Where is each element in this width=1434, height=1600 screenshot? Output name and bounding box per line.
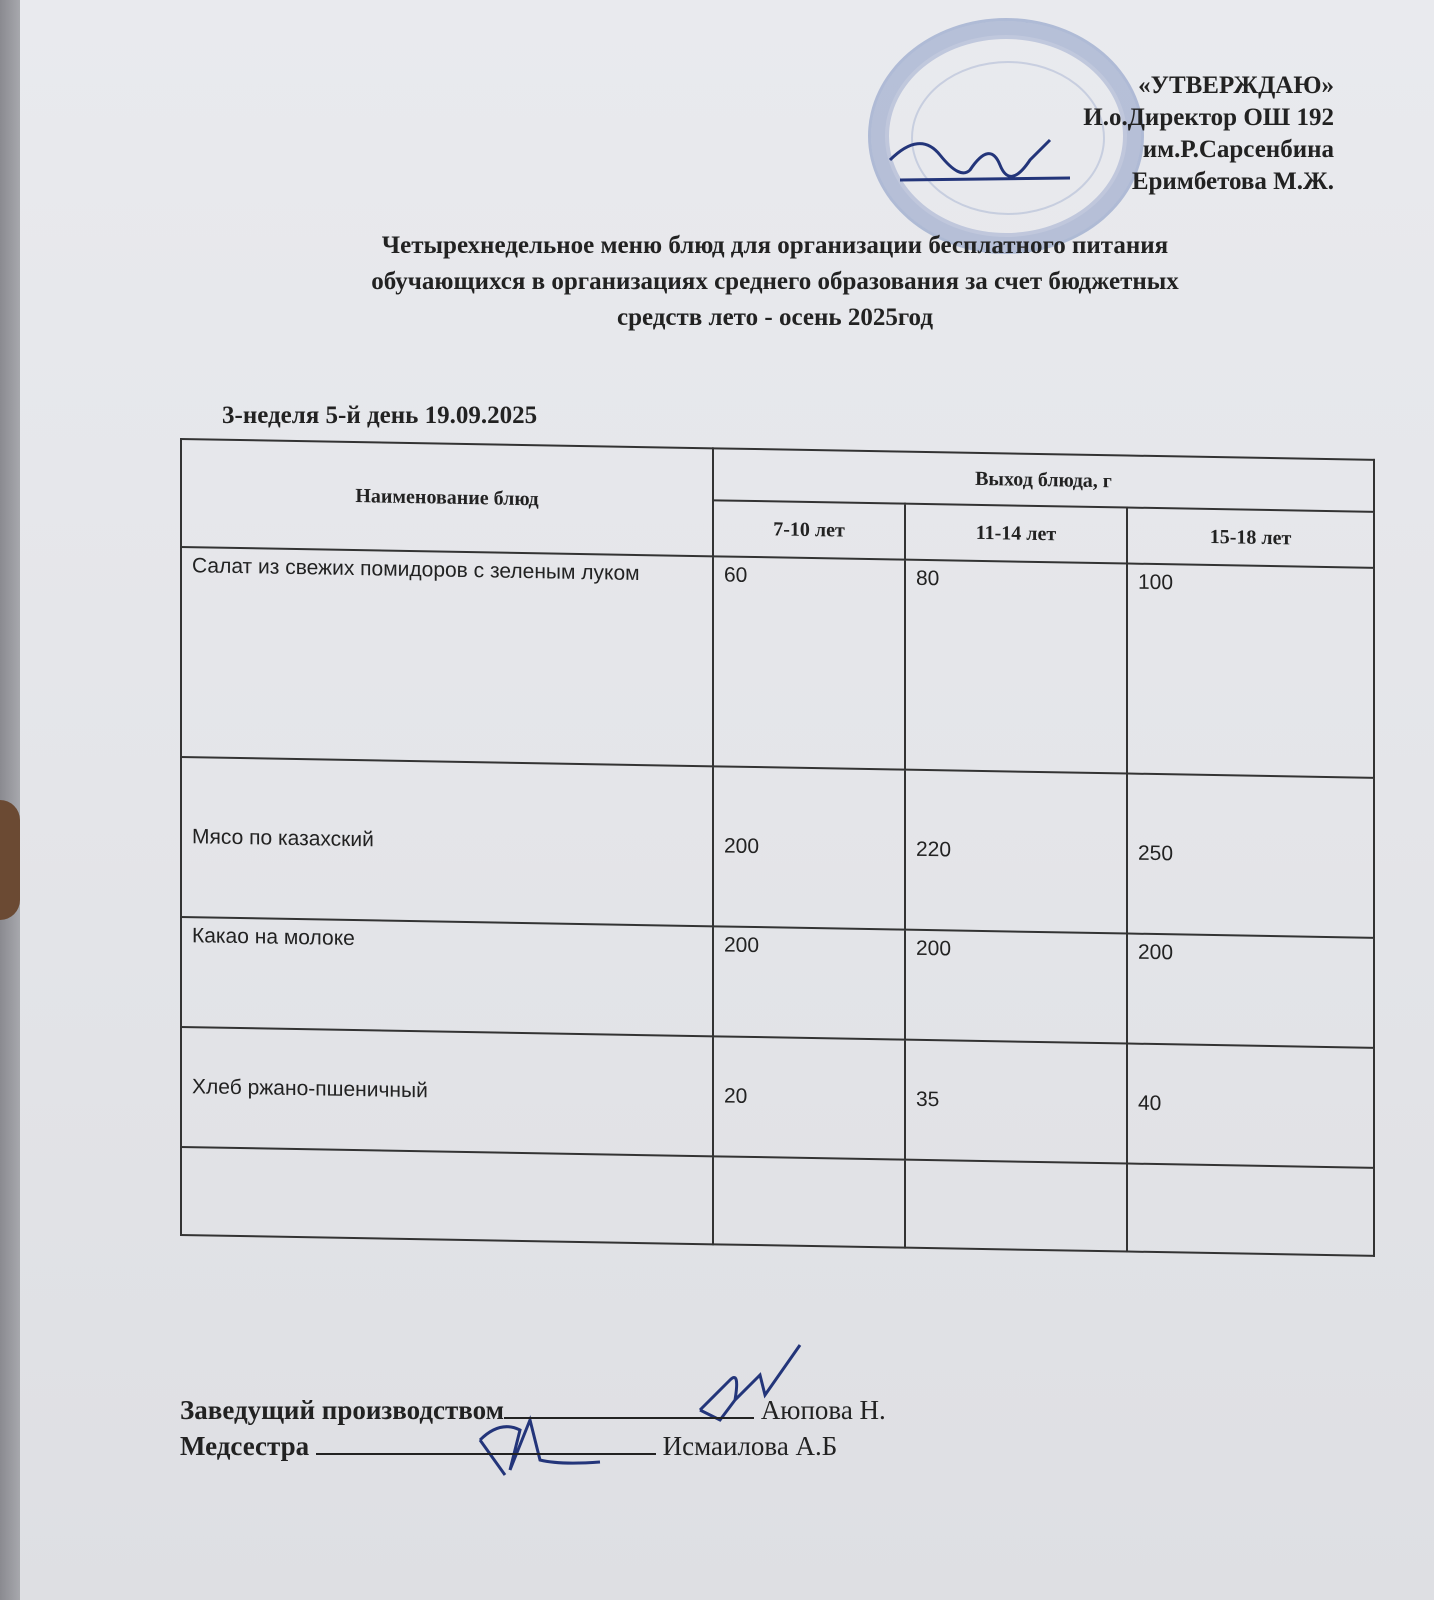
- approval-position: И.о.Директор ОШ 192: [1083, 104, 1334, 131]
- menu-day-label: 3-неделя 5-й день 19.09.2025: [222, 402, 538, 429]
- signature-underline: [316, 1431, 656, 1455]
- signatures-block: [180, 1392, 886, 1464]
- dish-name: Салат из свежих помидоров с зеленым луком: [181, 547, 713, 766]
- portion-7-10: 60: [713, 556, 905, 769]
- title-line-2: обучающихся в организациях среднего образования за счет бюджетных: [371, 268, 1179, 295]
- approval-block: [1083, 70, 1334, 198]
- name-nurse: Исмаилова А.Б: [662, 1431, 838, 1461]
- portion-7-10: 200: [713, 766, 905, 929]
- header-age-11-14: 11-14 лет: [905, 504, 1127, 564]
- title-line-3: средств лето - осень 2025год: [617, 304, 933, 331]
- portion-11-14: 220: [905, 770, 1127, 934]
- portion-15-18: 40: [1127, 1044, 1374, 1168]
- header-age-15-18: 15-18 лет: [1127, 508, 1374, 568]
- menu-table: [180, 438, 1375, 1257]
- dish-name: Мясо по казахский: [181, 757, 713, 926]
- portion-15-18: 100: [1127, 564, 1374, 778]
- director-signature: [880, 120, 1080, 200]
- dish-name: Какао на молоке: [181, 917, 713, 1036]
- signature-underline: [504, 1395, 754, 1419]
- header-dish-name: Наименование блюд: [181, 439, 713, 556]
- approval-name: Еримбетова М.Ж.: [1131, 168, 1334, 195]
- header-output: Выход блюда, г: [713, 448, 1374, 512]
- table-row: [181, 547, 1374, 778]
- dish-name: [181, 1147, 713, 1244]
- name-production-manager: Аюпова Н.: [760, 1395, 886, 1425]
- portion-7-10: 20: [713, 1036, 905, 1159]
- role-production-manager: Заведущий производством: [180, 1395, 505, 1425]
- approval-heading: «УТВЕРЖДАЮ»: [1138, 72, 1334, 99]
- signature-line-1: [180, 1392, 886, 1428]
- role-nurse: Медсестра: [180, 1431, 310, 1461]
- title-line-1: Четырехнедельное меню блюд для организации бесплатного питания: [381, 232, 1169, 259]
- finger: [0, 800, 20, 920]
- portion-15-18: 250: [1127, 774, 1374, 938]
- document-title: [230, 228, 1320, 336]
- portion-15-18: 200: [1127, 934, 1374, 1048]
- portion-7-10: [713, 1156, 905, 1247]
- table-row: [181, 917, 1374, 1048]
- dish-name: Хлеб ржано-пшеничный: [181, 1027, 713, 1156]
- table-row: [181, 757, 1374, 938]
- portion-7-10: 200: [713, 926, 905, 1039]
- portion-11-14: [905, 1160, 1127, 1252]
- header-age-7-10: 7-10 лет: [713, 500, 905, 559]
- approval-school: им.Р.Сарсенбина: [1142, 136, 1334, 163]
- portion-11-14: 35: [905, 1040, 1127, 1164]
- portion-15-18: [1127, 1164, 1374, 1256]
- portion-11-14: 200: [905, 930, 1127, 1044]
- portion-11-14: 80: [905, 560, 1127, 774]
- signature-line-2: [180, 1428, 886, 1464]
- table-row: [181, 1027, 1374, 1168]
